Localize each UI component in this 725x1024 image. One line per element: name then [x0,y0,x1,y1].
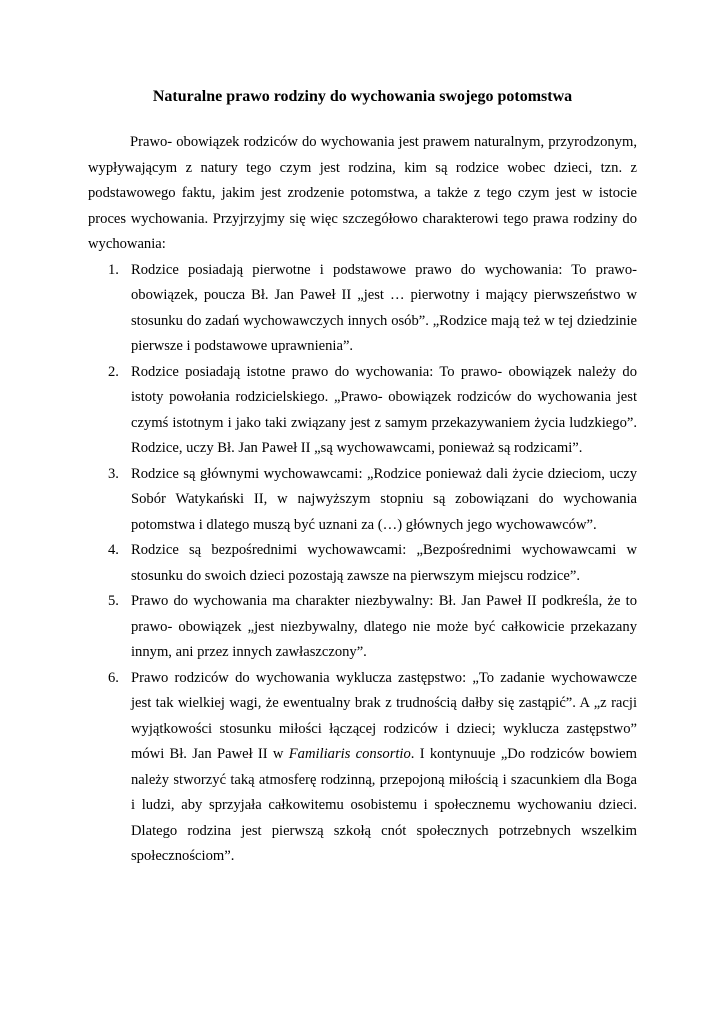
document-body [88,130,637,870]
list-item [108,666,638,870]
document-title: Naturalne prawo rodziny do wychowania swojego potomstwa [152,88,573,105]
list-item-number: 2. [108,363,119,380]
list-item [108,360,637,462]
list-item-text: Rodzice są głównymi wychowawcami: „Rodzice ponieważ dali życie dzieciom, uczy Sobór Watykański II, w najwyższym stopniu są zobowiązani do wychowania potomstwa i dlatego muszą być uznani za (…) głównych jego wychowawców”. [131,465,637,533]
book-title-italic: Familiaris consortio [288,746,411,762]
list-item-text [131,670,637,865]
list-item-text: Rodzice posiadają istotne prawo do wychowania: To prawo- obowiązek należy do istoty powołania rodzicielskiego. „Prawo- obowiązek rodziców do wychowania jest czymś istotnym i jako taki związany jest z samym przekazywaniem życia ludzkiego”. Rodzice, uczy Bł. Jan Paweł II „są wychowawcami, ponieważ są rodzicami”. [131,363,637,456]
list-item-text-before: Prawo rodziców do wychowania wyklucza zastępstwo: „To zadanie wychowawcze jest tak wielkiej wagi, że ewentualny brak z trudnością dałby się zastąpić”. A „z racji wyjątkowości stosunku miłości łączącej rodziców i dzieci; wyklucza zastępstwo” mówi Bł. Jan Paweł II w [131,669,637,762]
list-item-text: Prawo do wychowania ma charakter niezbywalny: Bł. Jan Paweł II podkreśla, że to prawo- obowiązek „jest niezbywalny, dlatego nie może być całkowicie przekazany innym, ani przez innych zawłaszczony”. [131,593,637,660]
list-item-number: 3. [108,465,119,482]
list-item-text-after: . I kontynuuje „Do rodziców bowiem należy stworzyć taką atmosferę rodzinną, przepojoną miłością i szacunkiem dla Boga i ludzi, aby sprzyjała całkowitemu osobistemu i społecznemu wychowaniu dzieci. Dlatego rodzina jest pierwszą szkołą cnót społecznych potrzebnych wszelkim społecznościom”. [131,746,638,864]
list-item [108,258,637,360]
list-item-number: 6. [108,669,119,686]
list-item-number: 5. [108,593,119,609]
list-item-number: 1. [108,261,119,278]
list-item [108,538,637,589]
list-item-text: Rodzice posiadają pierwotne i podstawowe prawo do wychowania: To prawo- obowiązek, poucza Bł. Jan Paweł II „jest … pierwotny i mający pierwszeństwo w stosunku do zadań wychowawczych innych osób”. „Rodzice mają też w tej dziedzinie pierwsze i podstawowe uprawnienia”. [131,261,637,354]
list-item [108,589,637,666]
list-item-number: 4. [108,542,119,558]
intro-paragraph: Prawo- obowiązek rodziców do wychowania jest prawem naturalnym, przyrodzonym, wypływającym z natury tego czym jest rodzina, kim są rodzice wobec dzieci, tzn. z podstawowego faktu, jakim jest zrodzenie potomstwa, a także z tego czym jest w istocie proces wychowania. Przyjrzyjmy się więc szczegółowo charakterowi tego prawa rodziny do wychowania: [88,134,637,252]
numbered-list [88,258,637,870]
list-item-text: Rodzice są bezpośrednimi wychowawcami: „Bezpośrednimi wychowawcami w stosunku do swoich dzieci pozostają zawsze na pierwszym miejscu rodzice”. [131,542,637,584]
list-item [108,462,637,539]
